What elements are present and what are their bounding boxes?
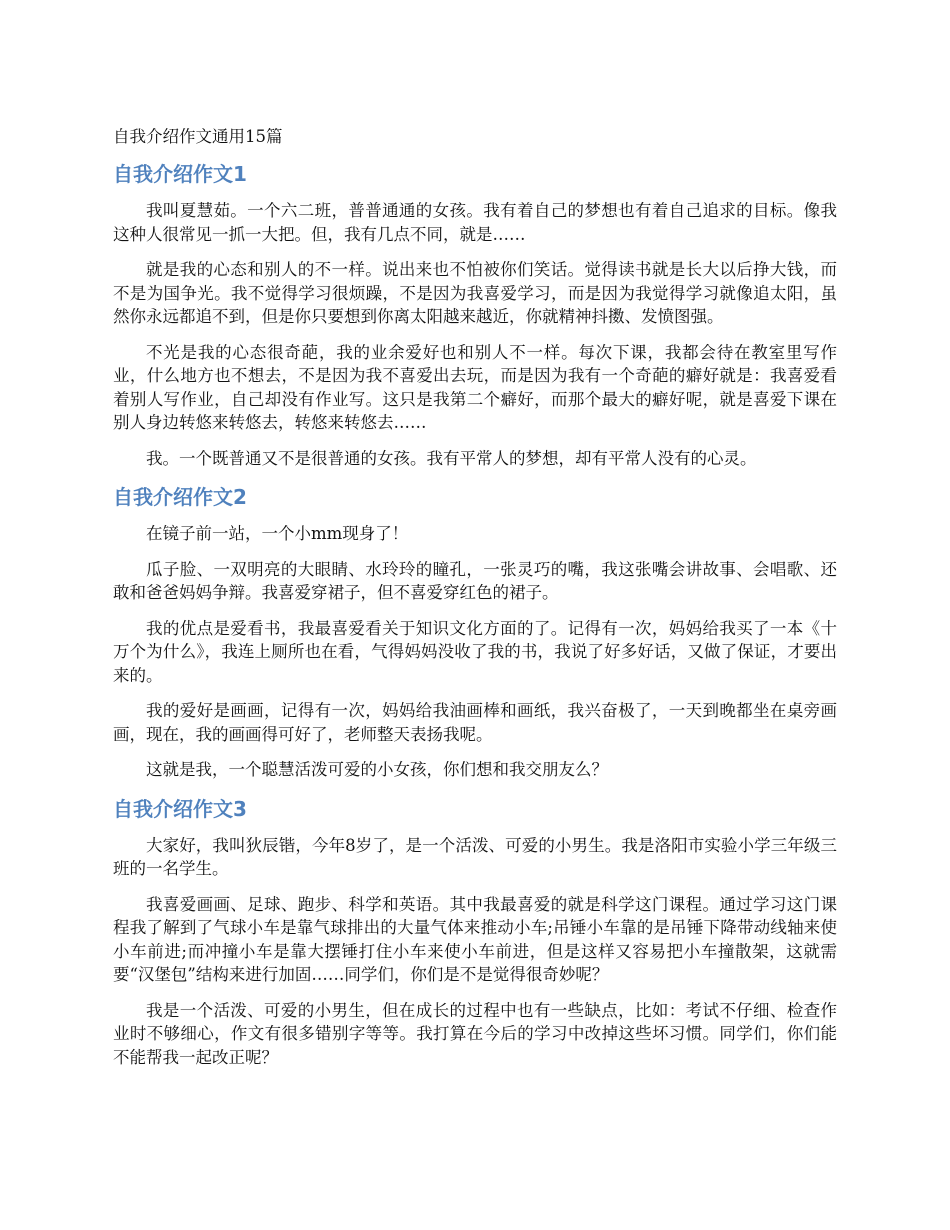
paragraph: 瓜子脸、一双明亮的大眼睛、水玲玲的瞳孔，一张灵巧的嘴，我这张嘴会讲故事、会唱歌、还敢和爸爸妈妈争辩。我喜爱穿裙子，但不喜爱穿红色的裙子。	[113, 559, 837, 602]
paragraph: 在镜子前一站，一个小mm现身了！	[146, 524, 409, 543]
paragraph: 大家好，我叫狄辰锴，今年8岁了，是一个活泼、可爱的小男生。我是洛阳市实验小学三年级三班的一名学生。	[113, 835, 837, 878]
paragraph: 就是我的心态和别人的不一样。说出来也不怕被你们笑话。觉得读书就是长大以后挣大钱，而不是为国争光。我不觉得学习很烦躁，不是因为我喜爱学习，而是因为我觉得学习就像追太阳，虽然你永远都追不到，但是你只要想到你离太阳越来越近，你就精神抖擞、发愤图强。	[113, 260, 837, 326]
paragraph: 我叫夏慧茹。一个六二班，普普通通的女孩。我有着自己的梦想也有着自己追求的目标。像我这种人很常见一抓一大把。但，我有几点不同，就是……	[113, 201, 837, 244]
essay-section-1	[113, 161, 837, 470]
essay-section-3	[113, 796, 837, 1070]
section-heading: 自我介绍作文2	[113, 485, 247, 509]
document-title: 自我介绍作文通用15篇	[113, 127, 283, 146]
section-heading: 自我介绍作文3	[113, 796, 247, 821]
section-heading: 自我介绍作文1	[113, 162, 247, 186]
paragraph: 我的优点是爱看书，我最喜爱看关于知识文化方面的了。记得有一次，妈妈给我买了一本《十万个为什么》，我连上厕所也在看，气得妈妈没收了我的书，我说了好多好话，又做了保证，才要出来的。	[113, 618, 837, 685]
paragraph: 我喜爱画画、足球、跑步、科学和英语。其中我最喜爱的就是科学这门课程。通过学习这门课程我了解到了气球小车是靠气球排出的大量气体来推动小车;吊锤小车靠的是吊锤下降带动线轴来使小车前进;而冲撞小车是靠大摆锤打住小车来使小车前进，但是这样又容易把小车撞散架，这就需要“汉堡包”结构来进行加固……同学们，你们是不是觉得很奇妙呢？	[113, 894, 837, 984]
paragraph: 这就是我，一个聪慧活泼可爱的小女孩，你们想和我交朋友么？	[146, 760, 608, 779]
paragraph: 我是一个活泼、可爱的小男生，但在成长的过程中也有一些缺点，比如：考试不仔细、检查作业时不够细心，作文有很多错别字等等。我打算在今后的学习中改掉这些坏习惯。同学们，你们能不能帮我一起改正呢？	[113, 1000, 837, 1067]
paragraph: 我。一个既普通又不是很普通的女孩。我有平常人的梦想，却有平常人没有的心灵。	[146, 448, 757, 468]
paragraph: 不光是我的心态很奇葩，我的业余爱好也和别人不一样。每次下课，我都会待在教室里写作业，什么地方也不想去，不是因为我不喜爱出去玩，而是因为我有一个奇葩的癖好就是：我喜爱看着别人写作业，自己却没有作业写。这只是我第二个癖好，而那个最大的癖好呢，就是喜爱下课在别人身边转悠来转悠去，转悠来转悠去……	[113, 342, 837, 432]
paragraph: 我的爱好是画画，记得有一次，妈妈给我油画棒和画纸，我兴奋极了，一天到晚都坐在桌旁画画，现在，我的画画得可好了，老师整天表扬我呢。	[113, 701, 837, 744]
essay-section-2	[113, 484, 837, 782]
